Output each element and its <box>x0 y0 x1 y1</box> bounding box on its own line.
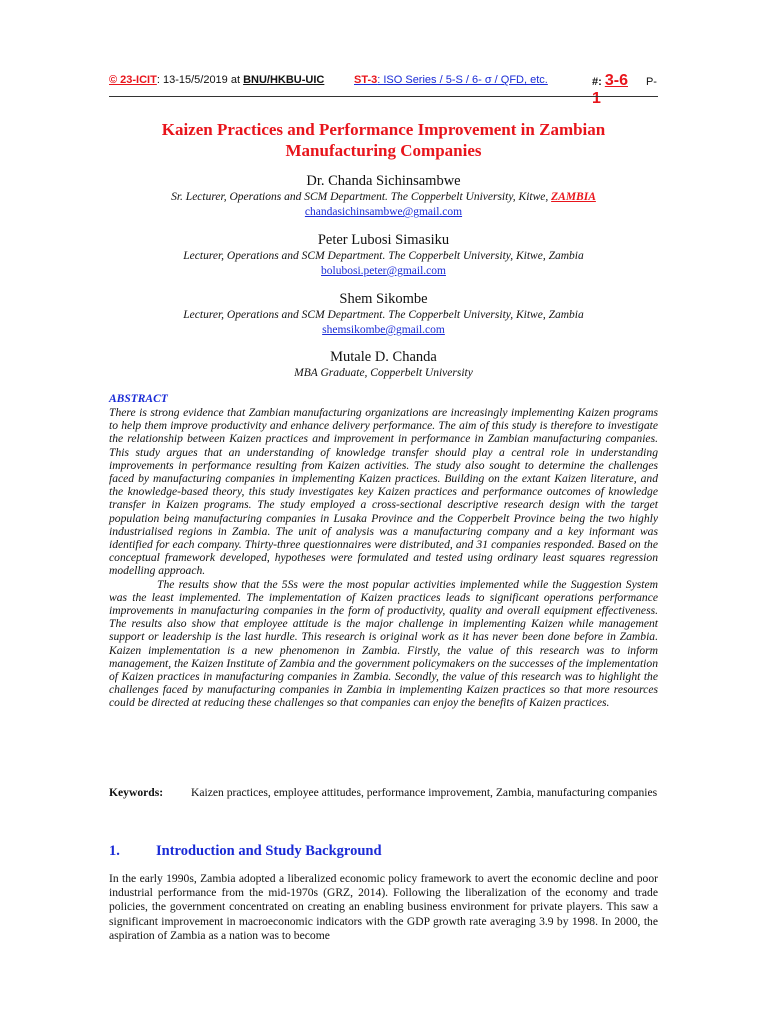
abstract-body <box>109 406 658 710</box>
author-affiliation: Lecturer, Operations and SCM Department. The Copperbelt University, Kitwe, Zambia <box>183 309 584 321</box>
author-affiliation: Lecturer, Operations and SCM Department. The Copperbelt University, Kitwe, Zambia <box>183 250 584 262</box>
country-highlight: ZAMBIA <box>551 191 596 203</box>
section-body-text: In the early 1990s, Zambia adopted a liberalized economic policy framework to avert the economic decline and poor industrial performance from the mid-1970s (GRZ, 2014). Following the liberalization of the economy and trade policies, the government concentrated on creating an enabling business environment for private players. This saw a significant improvement in macroeconomic indicators with the GDP growth rate averaging 3.9 by 1998. In 2000, the aspiration of Zambia as a nation was to become <box>109 872 658 942</box>
conference-code: © 23-ICIT <box>109 74 157 86</box>
running-header <box>109 72 657 107</box>
session-topic: : ISO Series / 5-S / 6- σ / QFD, etc. <box>377 74 548 86</box>
author-block-1 <box>109 172 658 219</box>
author-name: Dr. Chanda Sichinsambwe <box>306 173 461 189</box>
page-label: P- <box>645 76 657 88</box>
title-line-1: Kaizen Practices and Performance Improvement in Zambian <box>161 120 606 139</box>
author-affiliation: MBA Graduate, Copperbelt University <box>294 367 473 379</box>
session-info <box>354 74 548 86</box>
author-block-2 <box>109 231 658 278</box>
conference-venue: BNU/HKBU-UIC <box>243 74 325 86</box>
author-block-3 <box>109 290 658 337</box>
section-title: Introduction and Study Background <box>156 843 382 859</box>
affiliation-text: Sr. Lecturer, Operations and SCM Department. The Copperbelt University, Kitwe, <box>171 191 552 203</box>
paper-title <box>109 119 658 161</box>
title-line-2: Manufacturing Companies <box>285 141 482 160</box>
author-email-link[interactable]: chandasichinsambwe@gmail.com <box>304 206 463 218</box>
abstract-paragraph-2: The results show that the 5Ss were the most popular activities implemented while the Suggestion System was the least implemented. The implementation of Kaizen practices leads to significant operations performance improvements in manufacturing companies in the form of productivity, quality and overall equipment effectiveness. The results also show that employee attitude is the major challenge in implementing Kaizen while management support or leadership is the last hurdle. This research is original work as it has never been done before in Zambia. Kaizen implementation is a new phenomenon in Zambia. Firstly, the value of this research was to inform management, the Kaizen Institute of Zambia and the government policymakers on the successes of the implementation of Kaizen practices in manufacturing companies in Zambia. Secondly, the value of this research was to highlight the challenges faced by manufacturing companies in Zambia in implementing Kaizen practices so that more resources could be directed at reducing these challenges so that companies can enjoy the benefits of Kaizen practices. <box>109 577 658 710</box>
author-name: Peter Lubosi Simasiku <box>317 232 450 248</box>
keywords-label: Keywords: <box>109 786 164 799</box>
paper-number: 3-6 <box>604 72 628 89</box>
paper-number-label: #: <box>592 76 605 88</box>
author-name: Shem Sikombe <box>339 291 428 307</box>
header-rule <box>109 96 658 97</box>
page-number: 1 <box>592 90 601 107</box>
author-email-link[interactable]: bolubosi.peter@gmail.com <box>321 265 446 277</box>
keywords-text: Kaizen practices, employee attitudes, performance improvement, Zambia, manufacturing companies <box>191 786 658 799</box>
section-number: 1. <box>109 843 120 859</box>
session-code: ST-3 <box>354 74 378 86</box>
paper-page-info <box>592 72 657 108</box>
abstract-heading: ABSTRACT <box>109 393 168 405</box>
conference-dates: : 13-15/5/2019 at <box>156 74 244 86</box>
author-name: Mutale D. Chanda <box>330 349 437 365</box>
author-affiliation <box>109 190 658 205</box>
conference-info <box>109 74 324 86</box>
author-email-link[interactable]: shemsikombe@gmail.com <box>322 324 445 336</box>
abstract-paragraph-1: There is strong evidence that Zambian manufacturing organizations are increasingly implementing Kaizen programs to help them improve productivity and enhance delivery performance. The aim of this study is therefore to investigate the relationship between Kaizen practices and improvement in performance in Zambian manufacturing companies. This study argues that an understanding of knowledge transfer should play a central role in understanding improvements in performance resulting from Kaizen activities. The study also sought to determine the challenges faced by manufacturing companies in implementing Kaizen practices. Building on the extant Kaizen literature, and the knowledge-based theory, this study investigates key Kaizen practices and performance outcomes of knowledge transfer in Kaizen programs. The study employed a cross-sectional descriptive research design with the target population being manufacturing companies in Lusaka Province and the Copperbelt Province being the two highly industrialised regions in Zambia. The unit of analysis was a manufacturing company and a key informant was identified for each company. Thirty-three questionnaires were distributed, and 31 companies responded. Based on the conceptual framework developed, hypotheses were formulated and tested using ordinary least squares regression modelling approach. <box>109 406 658 578</box>
author-block-4 <box>109 348 658 381</box>
